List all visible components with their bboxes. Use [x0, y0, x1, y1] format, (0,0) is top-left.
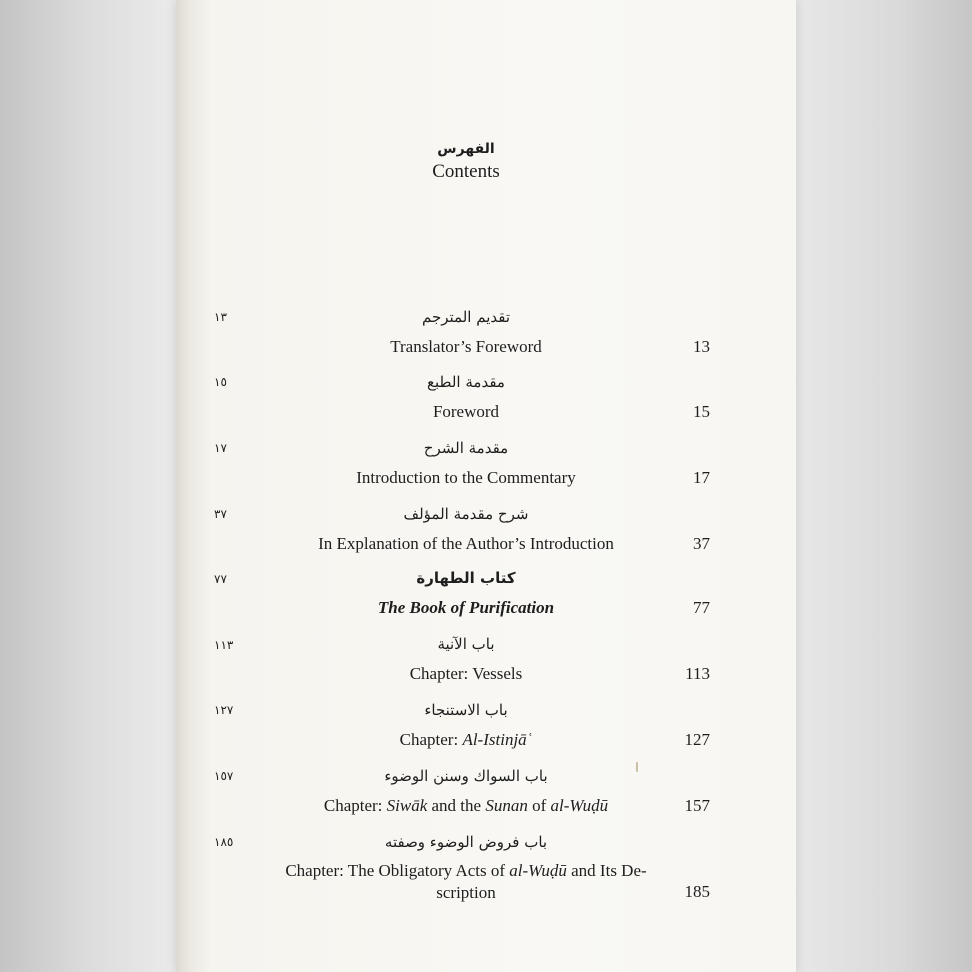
- toc-entry-arabic: باب الاستنجاء: [424, 701, 508, 719]
- toc-page-number: 37: [693, 534, 710, 553]
- toc-page-arabic: ٣٧: [214, 507, 227, 521]
- toc-page-number: 13: [693, 337, 710, 356]
- toc-entry-arabic: باب فروض الوضوء وصفته: [384, 833, 548, 851]
- paper-speck: [636, 762, 638, 772]
- toc-page-number: 113: [685, 664, 710, 683]
- toc-entry-title: Foreword: [432, 402, 500, 421]
- toc-page-number: 77: [693, 598, 710, 617]
- toc-book-arabic: كتاب الطهارة: [416, 569, 516, 587]
- toc-entry-title: Chapter: The Obligatory Acts of al-Wuḍū and Its De- scription: [285, 861, 647, 902]
- toc-entry-arabic: شرح مقدمة المؤلف: [403, 505, 529, 523]
- toc-page-arabic: ١٥٧: [214, 769, 234, 783]
- toc-page-number: 157: [684, 796, 710, 815]
- toc-entry-title: Chapter: Vessels: [409, 664, 523, 683]
- toc-page-number: 185: [684, 882, 710, 901]
- toc-entry-title: Introduction to the Commentary: [356, 468, 576, 487]
- toc-entry-arabic: باب الآنية: [437, 635, 495, 653]
- toc-page-number: 17: [693, 468, 710, 487]
- toc-page-arabic: ١٨٥: [214, 835, 234, 849]
- toc-entry-title: Translator’s Foreword: [390, 337, 542, 356]
- toc-entry-title: Chapter: Siwāk and the Sunan of al-Wuḍū: [323, 796, 609, 815]
- toc-entry-arabic: مقدمة الشرح: [423, 439, 509, 457]
- contents-title: Contents: [432, 161, 500, 182]
- contents-title-arabic: الفهرس: [437, 141, 495, 157]
- toc-entry-title: Chapter: Al-Istinjāʿ: [399, 730, 533, 749]
- toc-page-arabic: ١٣: [214, 310, 227, 324]
- toc-page-arabic: ١٢٧: [214, 703, 234, 717]
- toc-book-title: The Book of Purification: [377, 598, 555, 617]
- toc-page-number: 15: [693, 402, 710, 421]
- toc-page-arabic: ١٥: [214, 375, 227, 389]
- toc-page-number: 127: [684, 730, 710, 749]
- toc-page-arabic: ٧٧: [214, 572, 227, 586]
- toc-entry-title: In Explanation of the Author’s Introduction: [318, 534, 614, 553]
- toc-page-arabic: ١١٣: [214, 638, 234, 652]
- book-page: [176, 0, 796, 972]
- toc-entry-arabic: تقديم المترجم: [421, 308, 511, 326]
- toc-entry-arabic: مقدمة الطبع: [427, 373, 505, 391]
- toc-entry-arabic: باب السواك وسنن الوضوء: [384, 767, 548, 785]
- toc-page-arabic: ١٧: [214, 441, 227, 455]
